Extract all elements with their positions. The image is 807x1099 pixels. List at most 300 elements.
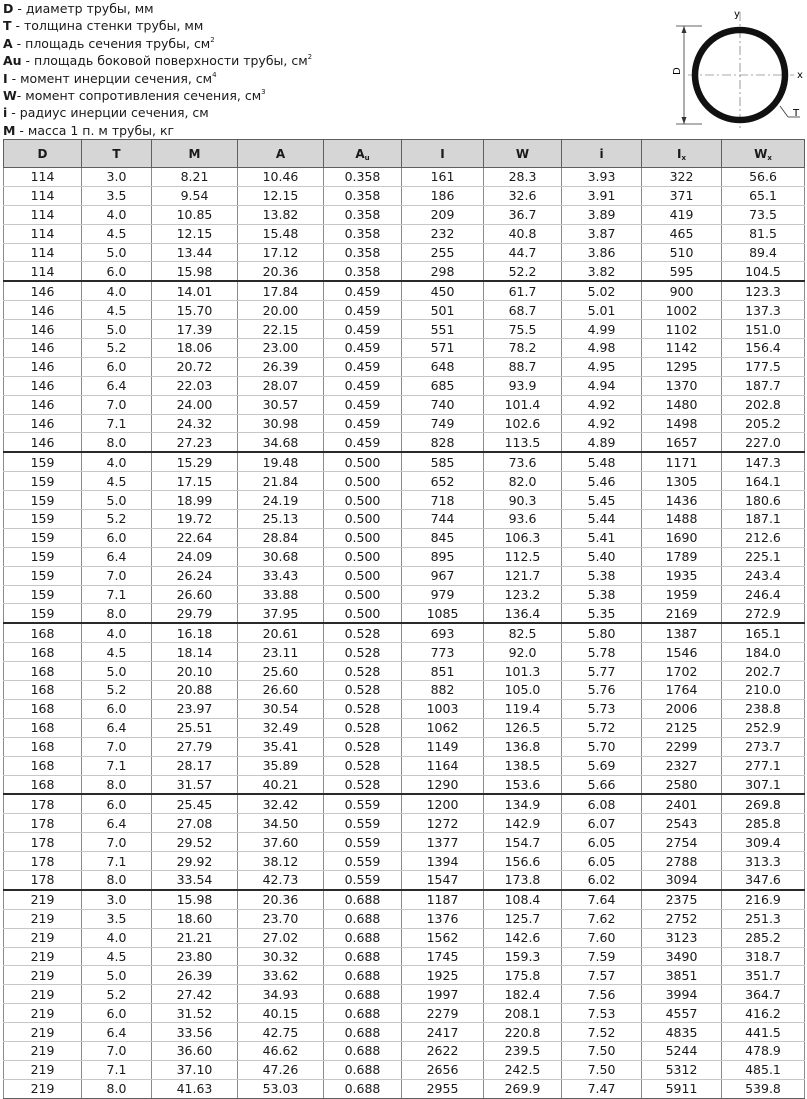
table-row <box>4 928 805 947</box>
table-cell: 93.9 <box>484 376 562 395</box>
table-cell: 165.1 <box>722 623 805 642</box>
table-cell: 5.45 <box>562 491 642 510</box>
table-cell: 7.0 <box>82 395 152 414</box>
table-cell: 168 <box>4 643 82 662</box>
table-cell: 219 <box>4 966 82 985</box>
table-cell: 20.88 <box>152 681 238 700</box>
table-cell: 8.0 <box>82 1079 152 1098</box>
table-cell: 1547 <box>402 870 484 889</box>
table-cell: 0.559 <box>324 794 402 813</box>
table-cell: 7.62 <box>562 909 642 928</box>
table-cell: 23.11 <box>238 643 324 662</box>
table-cell: 246.4 <box>722 585 805 604</box>
table-cell: 5.70 <box>562 737 642 756</box>
table-cell: 0.459 <box>324 339 402 358</box>
table-cell: 1702 <box>642 662 722 681</box>
table-cell: 34.93 <box>238 985 324 1004</box>
table-cell: 0.688 <box>324 890 402 909</box>
table-cell: 272.9 <box>722 604 805 623</box>
table-cell: 1789 <box>642 547 722 566</box>
table-cell: 33.54 <box>152 870 238 889</box>
table-cell: 44.7 <box>484 243 562 262</box>
table-cell: 652 <box>402 472 484 491</box>
table-cell: 22.64 <box>152 528 238 547</box>
table-cell: 0.358 <box>324 186 402 205</box>
table-cell: 114 <box>4 205 82 224</box>
table-cell: 298 <box>402 262 484 281</box>
table-cell: 465 <box>642 224 722 243</box>
table-cell: 25.51 <box>152 718 238 737</box>
table-cell: 6.02 <box>562 870 642 889</box>
table-cell: 10.85 <box>152 205 238 224</box>
table-cell: 4.0 <box>82 205 152 224</box>
table-cell: 5312 <box>642 1060 722 1079</box>
table-cell: 126.5 <box>484 718 562 737</box>
table-cell: 164.1 <box>722 472 805 491</box>
table-cell: 5.80 <box>562 623 642 642</box>
table-cell: 3.91 <box>562 186 642 205</box>
table-cell: 0.358 <box>324 262 402 281</box>
table-cell: 5.41 <box>562 528 642 547</box>
table-cell: 30.54 <box>238 699 324 718</box>
table-cell: 7.50 <box>562 1041 642 1060</box>
table-cell: 37.60 <box>238 833 324 852</box>
table-cell: 0.358 <box>324 243 402 262</box>
table-cell: 20.36 <box>238 262 324 281</box>
table-row <box>4 510 805 529</box>
table-row <box>4 243 805 262</box>
table-cell: 6.0 <box>82 794 152 813</box>
table-cell: 6.4 <box>82 814 152 833</box>
table-cell: 29.92 <box>152 852 238 871</box>
table-cell: 27.23 <box>152 433 238 452</box>
table-cell: 371 <box>642 186 722 205</box>
column-header-label: T <box>112 146 121 161</box>
column-header-label: D <box>37 146 48 161</box>
table-row <box>4 890 805 909</box>
table-cell: 7.0 <box>82 566 152 585</box>
table-cell: 121.7 <box>484 566 562 585</box>
table-row <box>4 547 805 566</box>
table-cell: 184.0 <box>722 643 805 662</box>
table-cell: 0.528 <box>324 756 402 775</box>
table-cell: 90.3 <box>484 491 562 510</box>
table-cell: 114 <box>4 186 82 205</box>
table-cell: 146 <box>4 433 82 452</box>
table-cell: 23.00 <box>238 339 324 358</box>
table-cell: 1546 <box>642 643 722 662</box>
table-cell: 595 <box>642 262 722 281</box>
table-cell: 19.48 <box>238 452 324 471</box>
table-cell: 159 <box>4 585 82 604</box>
dim-d-arrow-top <box>682 26 687 33</box>
table-cell: 219 <box>4 985 82 1004</box>
table-cell: 1171 <box>642 452 722 471</box>
table-cell: 13.44 <box>152 243 238 262</box>
table-cell: 61.7 <box>484 281 562 300</box>
table-cell: 3.5 <box>82 186 152 205</box>
legend <box>3 0 603 139</box>
table-cell: 5.0 <box>82 320 152 339</box>
legend-text: - радиус инерции сечения, см <box>7 105 209 121</box>
table-cell: 17.15 <box>152 472 238 491</box>
table-cell: 0.528 <box>324 699 402 718</box>
table-cell: 0.688 <box>324 1023 402 1042</box>
pipe-section-diagram <box>660 4 807 132</box>
table-cell: 5.01 <box>562 301 642 320</box>
table-cell: 0.688 <box>324 1041 402 1060</box>
table-cell: 18.06 <box>152 339 238 358</box>
table-cell: 900 <box>642 281 722 300</box>
table-cell: 5.77 <box>562 662 642 681</box>
table-cell: 7.0 <box>82 833 152 852</box>
table-cell: 17.84 <box>238 281 324 300</box>
table-cell: 10.46 <box>238 168 324 187</box>
table-cell: 13.82 <box>238 205 324 224</box>
table-cell: 895 <box>402 547 484 566</box>
table-cell: 106.3 <box>484 528 562 547</box>
table-cell: 151.0 <box>722 320 805 339</box>
table-cell: 29.52 <box>152 833 238 852</box>
table-cell: 3.0 <box>82 168 152 187</box>
table-cell: 15.29 <box>152 452 238 471</box>
table-row <box>4 852 805 871</box>
table-cell: 450 <box>402 281 484 300</box>
table-cell: 27.08 <box>152 814 238 833</box>
table-cell: 2006 <box>642 699 722 718</box>
table-cell: 4.92 <box>562 395 642 414</box>
table-cell: 32.49 <box>238 718 324 737</box>
table-cell: 92.0 <box>484 643 562 662</box>
table-cell: 1085 <box>402 604 484 623</box>
table-cell: 20.61 <box>238 623 324 642</box>
table-cell: 5.38 <box>562 566 642 585</box>
table-cell: 239.5 <box>484 1041 562 1060</box>
table-cell: 2125 <box>642 718 722 737</box>
table-cell: 851 <box>402 662 484 681</box>
table-cell: 2401 <box>642 794 722 813</box>
table-cell: 7.57 <box>562 966 642 985</box>
column-header-label: I <box>677 146 682 161</box>
table-cell: 33.88 <box>238 585 324 604</box>
table-cell: 15.70 <box>152 301 238 320</box>
table-cell: 219 <box>4 909 82 928</box>
table-cell: 136.8 <box>484 737 562 756</box>
table-cell: 26.60 <box>152 585 238 604</box>
table-cell: 0.358 <box>324 168 402 187</box>
table-cell: 25.13 <box>238 510 324 529</box>
table-body <box>4 168 805 1099</box>
column-header-subscript: u <box>364 153 370 162</box>
table-cell: 441.5 <box>722 1023 805 1042</box>
table-row <box>4 870 805 889</box>
table-cell: 113.5 <box>484 433 562 452</box>
table-cell: 5.72 <box>562 718 642 737</box>
table-row <box>4 1041 805 1060</box>
table-cell: 6.0 <box>82 262 152 281</box>
table-cell: 2752 <box>642 909 722 928</box>
column-header-label: I <box>440 146 445 161</box>
table-cell: 0.688 <box>324 947 402 966</box>
table-cell: 318.7 <box>722 947 805 966</box>
table-cell: 419 <box>642 205 722 224</box>
table-cell: 4.0 <box>82 928 152 947</box>
table-cell: 219 <box>4 890 82 909</box>
table-cell: 255 <box>402 243 484 262</box>
column-header-label: A <box>355 146 365 161</box>
table-cell: 168 <box>4 737 82 756</box>
table-cell: 1488 <box>642 510 722 529</box>
table-cell: 882 <box>402 681 484 700</box>
table-cell: 202.8 <box>722 395 805 414</box>
table-cell: 168 <box>4 718 82 737</box>
legend-key: Au <box>3 53 22 69</box>
table-row <box>4 339 805 358</box>
table-cell: 146 <box>4 281 82 300</box>
table-cell: 0.500 <box>324 566 402 585</box>
table-cell: 32.42 <box>238 794 324 813</box>
table-cell: 156.6 <box>484 852 562 871</box>
table-cell: 1690 <box>642 528 722 547</box>
table-cell: 269.9 <box>484 1079 562 1098</box>
table-cell: 4.99 <box>562 320 642 339</box>
table-cell: 146 <box>4 357 82 376</box>
table-cell: 2580 <box>642 775 722 794</box>
table-cell: 4835 <box>642 1023 722 1042</box>
table-cell: 1149 <box>402 737 484 756</box>
table-cell: 112.5 <box>484 547 562 566</box>
table-cell: 0.559 <box>324 833 402 852</box>
table-cell: 5244 <box>642 1041 722 1060</box>
table-cell: 3.87 <box>562 224 642 243</box>
table-cell: 4.89 <box>562 433 642 452</box>
column-header <box>152 140 238 168</box>
table-cell: 41.63 <box>152 1079 238 1098</box>
table-cell: 15.98 <box>152 262 238 281</box>
table-cell: 2788 <box>642 852 722 871</box>
table-cell: 93.6 <box>484 510 562 529</box>
table-row <box>4 357 805 376</box>
legend-text: - момент сопротивления сечения, см <box>16 87 262 103</box>
table-cell: 1436 <box>642 491 722 510</box>
table-cell: 6.4 <box>82 547 152 566</box>
table-row <box>4 623 805 642</box>
table-row <box>4 604 805 623</box>
table-cell: 33.56 <box>152 1023 238 1042</box>
table-cell: 33.62 <box>238 966 324 985</box>
table-cell: 8.0 <box>82 433 152 452</box>
table-cell: 178 <box>4 870 82 889</box>
table-cell: 8.0 <box>82 870 152 889</box>
legend-item <box>3 87 603 104</box>
column-header <box>324 140 402 168</box>
table-header-row <box>4 140 805 168</box>
table-cell: 105.0 <box>484 681 562 700</box>
table-cell: 5.40 <box>562 547 642 566</box>
table-cell: 142.9 <box>484 814 562 833</box>
table-cell: 0.688 <box>324 985 402 1004</box>
table-cell: 718 <box>402 491 484 510</box>
table-cell: 3851 <box>642 966 722 985</box>
table-cell: 0.459 <box>324 281 402 300</box>
table-cell: 0.688 <box>324 1060 402 1079</box>
table-cell: 744 <box>402 510 484 529</box>
table-cell: 225.1 <box>722 547 805 566</box>
table-cell: 2417 <box>402 1023 484 1042</box>
table-cell: 4.92 <box>562 414 642 433</box>
table-cell: 8.21 <box>152 168 238 187</box>
table-cell: 82.0 <box>484 472 562 491</box>
table-cell: 6.08 <box>562 794 642 813</box>
table-cell: 42.75 <box>238 1023 324 1042</box>
table-cell: 2375 <box>642 890 722 909</box>
table-cell: 27.79 <box>152 737 238 756</box>
table-cell: 153.6 <box>484 775 562 794</box>
table-cell: 5.73 <box>562 699 642 718</box>
table-cell: 6.07 <box>562 814 642 833</box>
table-cell: 4.0 <box>82 281 152 300</box>
table-cell: 12.15 <box>152 224 238 243</box>
table-cell: 159 <box>4 452 82 471</box>
legend-text: - площадь боковой поверхности трубы, см <box>21 53 308 69</box>
table-cell: 0.500 <box>324 510 402 529</box>
table-cell: 114 <box>4 224 82 243</box>
table-cell: 285.8 <box>722 814 805 833</box>
legend-item <box>3 52 603 69</box>
table-cell: 35.41 <box>238 737 324 756</box>
table-cell: 27.02 <box>238 928 324 947</box>
table-cell: 5.0 <box>82 662 152 681</box>
table-cell: 1764 <box>642 681 722 700</box>
table-cell: 4.5 <box>82 947 152 966</box>
table-cell: 161 <box>402 168 484 187</box>
column-header <box>722 140 805 168</box>
table-cell: 168 <box>4 662 82 681</box>
table-cell: 3.93 <box>562 168 642 187</box>
table-cell: 7.50 <box>562 1060 642 1079</box>
table-cell: 1164 <box>402 756 484 775</box>
table-cell: 75.5 <box>484 320 562 339</box>
table-cell: 220.8 <box>484 1023 562 1042</box>
table-cell: 104.5 <box>722 262 805 281</box>
legend-key: A <box>3 35 13 51</box>
table-cell: 0.459 <box>324 395 402 414</box>
table-cell: 37.95 <box>238 604 324 623</box>
table-cell: 138.5 <box>484 756 562 775</box>
table-cell: 8.0 <box>82 775 152 794</box>
table-row <box>4 699 805 718</box>
table-cell: 5.69 <box>562 756 642 775</box>
table-cell: 4.0 <box>82 623 152 642</box>
table-cell: 34.68 <box>238 433 324 452</box>
table-cell: 134.9 <box>484 794 562 813</box>
table-row <box>4 814 805 833</box>
table-cell: 0.528 <box>324 681 402 700</box>
table-cell: 208.1 <box>484 1004 562 1023</box>
table-row <box>4 281 805 300</box>
legend-key: i <box>3 105 8 121</box>
table-cell: 0.559 <box>324 870 402 889</box>
legend-item <box>3 122 603 139</box>
table-cell: 0.559 <box>324 814 402 833</box>
table-cell: 42.73 <box>238 870 324 889</box>
table-cell: 309.4 <box>722 833 805 852</box>
table-cell: 29.79 <box>152 604 238 623</box>
table-row <box>4 186 805 205</box>
table-row <box>4 414 805 433</box>
table-cell: 227.0 <box>722 433 805 452</box>
table-cell: 73.5 <box>722 205 805 224</box>
table-cell: 3.89 <box>562 205 642 224</box>
table-row <box>4 528 805 547</box>
table-cell: 146 <box>4 301 82 320</box>
table-cell: 7.1 <box>82 414 152 433</box>
table-cell: 2299 <box>642 737 722 756</box>
table-cell: 0.459 <box>324 357 402 376</box>
column-header <box>484 140 562 168</box>
table-row <box>4 681 805 700</box>
legend-item <box>3 104 603 121</box>
table-cell: 242.5 <box>484 1060 562 1079</box>
table-cell: 501 <box>402 301 484 320</box>
table-cell: 159 <box>4 472 82 491</box>
table-cell: 1272 <box>402 814 484 833</box>
table-cell: 23.70 <box>238 909 324 928</box>
table-cell: 6.4 <box>82 1023 152 1042</box>
table-cell: 123.3 <box>722 281 805 300</box>
table-cell: 4557 <box>642 1004 722 1023</box>
table-cell: 1290 <box>402 775 484 794</box>
dim-d-label: D <box>672 67 683 75</box>
table-cell: 146 <box>4 320 82 339</box>
table-cell: 219 <box>4 928 82 947</box>
table-cell: 0.500 <box>324 472 402 491</box>
table-cell: 7.52 <box>562 1023 642 1042</box>
table-cell: 159 <box>4 547 82 566</box>
table-cell: 219 <box>4 1079 82 1098</box>
dim-t-label: T <box>793 108 800 119</box>
table-cell: 0.528 <box>324 718 402 737</box>
table-row <box>4 947 805 966</box>
table-cell: 26.24 <box>152 566 238 585</box>
table-cell: 177.5 <box>722 357 805 376</box>
table-row <box>4 1079 805 1098</box>
table-cell: 2955 <box>402 1079 484 1098</box>
table-cell: 0.500 <box>324 491 402 510</box>
table-cell: 114 <box>4 262 82 281</box>
table-cell: 3490 <box>642 947 722 966</box>
column-header <box>402 140 484 168</box>
table-cell: 364.7 <box>722 985 805 1004</box>
dim-t-leader <box>780 106 788 117</box>
legend-key: I <box>3 70 8 86</box>
table-cell: 21.21 <box>152 928 238 947</box>
table-cell: 25.60 <box>238 662 324 681</box>
column-header <box>238 140 324 168</box>
table-row <box>4 756 805 775</box>
table-cell: 5.0 <box>82 243 152 262</box>
table-cell: 1102 <box>642 320 722 339</box>
table-cell: 8.0 <box>82 604 152 623</box>
table-cell: 216.9 <box>722 890 805 909</box>
table-cell: 159 <box>4 491 82 510</box>
table-cell: 146 <box>4 376 82 395</box>
table-cell: 178 <box>4 814 82 833</box>
table-cell: 65.1 <box>722 186 805 205</box>
table-cell: 5.02 <box>562 281 642 300</box>
table-cell: 3094 <box>642 870 722 889</box>
table-row <box>4 985 805 1004</box>
